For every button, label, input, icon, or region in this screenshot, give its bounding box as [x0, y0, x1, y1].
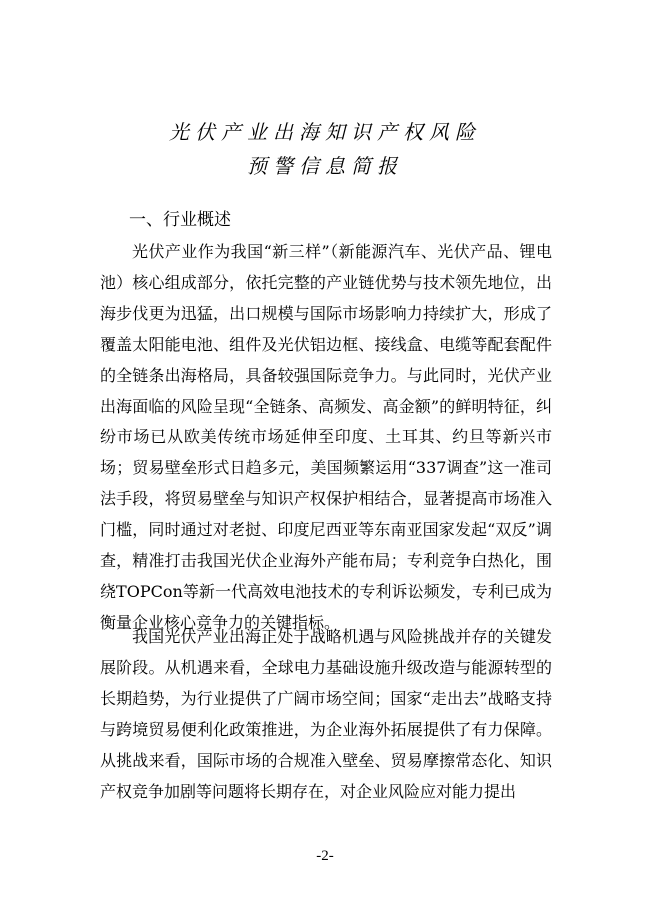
- body-paragraph: 我国光伏产业出海正处于战略机遇与风险挑战并存的关键发展阶段。从机遇来看，全球电力基础设施升级改造与能源转型的长期趋势，为行业提供了广阔市场空间；国家“走出去”战略支持与跨境贸易便利化政策推进，为企业海外拓展提供了有力保障。从挑战来看，国际市场的合规准入壁垒、贸易摩擦常态化、知识产权竞争加剧等问题将长期存在，对企业风险应对能力提出: [100, 627, 552, 801]
- document-title-line-1: 光伏产业出海知识产权风险: [169, 120, 481, 144]
- page-number: -2-: [316, 848, 334, 864]
- body-paragraph: 光伏产业作为我国“新三样”（新能源汽车、光伏产品、锂电池）核心组成部分，依托完整的产业链优势与技术领先地位，出海步伐更为迅猛，出口规模与国际市场影响力持续扩大，形成了覆盖太阳能电池、组件及光伏铝边框、接线盒、电缆等配套配件的全链条出海格局，具备较强国际竞争力。与此同时，光伏产业出海面临的风险呈现“全链条、高频发、高金额”的鲜明特征，纠纷市场已从欧美传统市场延伸至印度、土耳其、约旦等新兴市场；贸易壁垒形式日趋多元，美国频繁运用“337调查”这一准司法手段，将贸易壁垒与知识产权保护相结合，显著提高市场准入门槛，同时通过对老挝、印度尼西亚等东南亚国家发起“双反”调查，精准打击我国光伏企业海外产能布局；专利竞争白热化，围绕TOPCon等新一代高效电池技术的专利诉讼频发，专利已成为衡量企业核心竞争力的关键指标。: [100, 242, 552, 632]
- section-heading: 一、行业概述: [129, 210, 231, 230]
- document-title-line-2: 预警信息简报: [247, 154, 403, 178]
